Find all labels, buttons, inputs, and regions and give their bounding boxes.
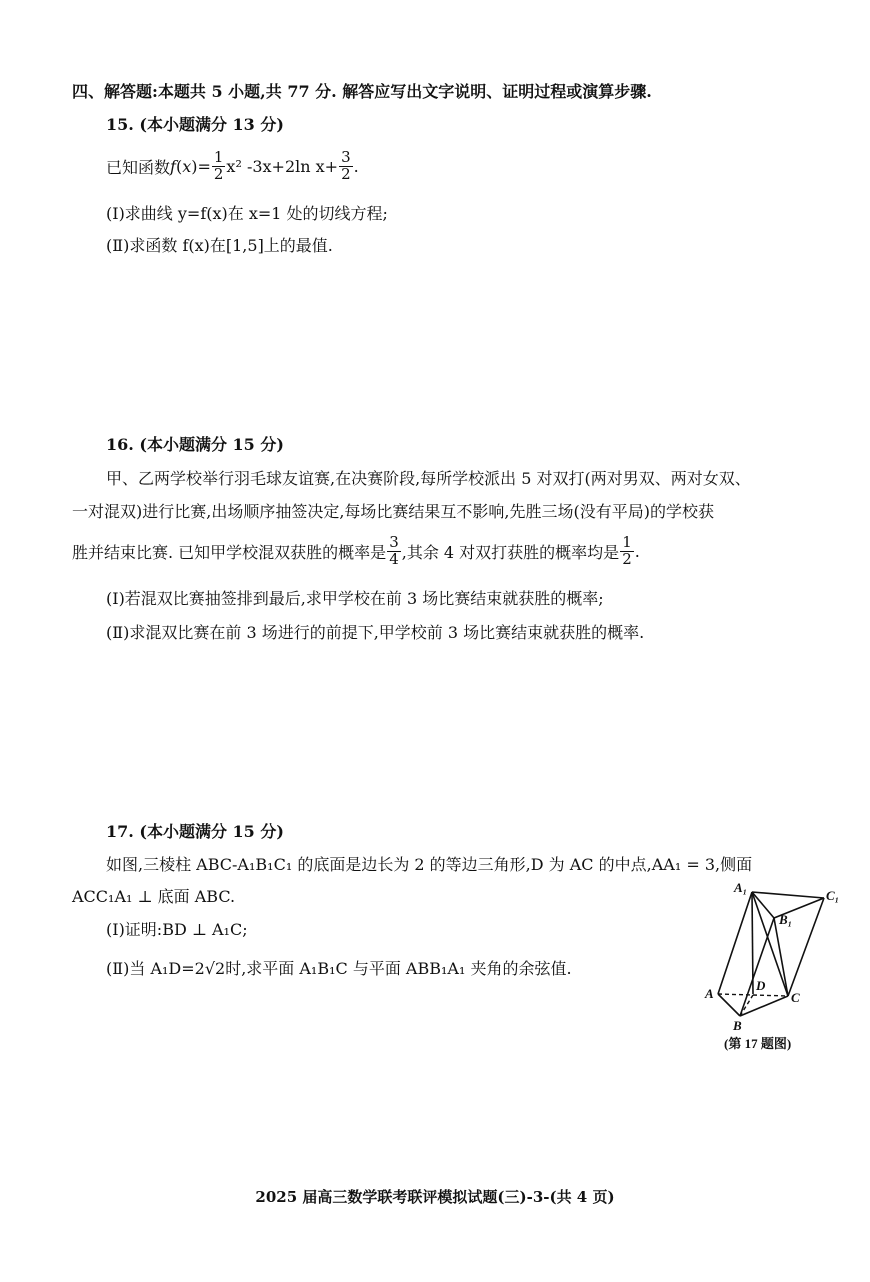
q15-fraction-half: $\frac{1}{2}$ (213, 147, 224, 183)
q15-intro-text: 已知函数 (106, 157, 171, 177)
q16-line3: 胜并结束比赛. 已知甲学校混双获胜的概率是 $\frac{3}{4}$ ,其余 4 对双打获胜的概率均是 $\frac{1}{2}$ . (72, 532, 640, 568)
q16-fraction-half: $\frac{1}{2}$ (622, 532, 632, 568)
q17-part2: (Ⅱ)当 A₁D=2√2时,求平面 A₁B₁C 与平面 ABB₁A₁ 夹角的余弦值. (106, 959, 572, 978)
q16-number: 16. (本小题满分 15 分) (106, 435, 284, 454)
edge-a1-c1 (752, 892, 824, 898)
edge-a1-b1 (752, 892, 774, 918)
q15-fraction-three-halves: $\frac{3}{2}$ (341, 147, 351, 183)
figure-caption: (第 17 题图) (724, 1036, 792, 1051)
segment-b1-c (774, 918, 788, 996)
q16-part2: (Ⅱ)求混双比赛在前 3 场进行的前提下,甲学校前 3 场比赛结束就获胜的概率. (106, 623, 645, 642)
q15-part2: (Ⅱ)求函数 f(x)在[1,5]上的最值. (106, 236, 333, 255)
label-b1: B₁ (779, 912, 793, 927)
edge-b-c (740, 996, 788, 1016)
q16-line2: 一对混双)进行比赛,出场顺序抽签决定,每场比赛结果互不影响,先胜三场(没有平局)的学校获 (72, 502, 714, 521)
q16-line3-text-a: 胜并结束比赛. 已知甲学校混双获胜的概率是 (72, 542, 387, 562)
label-c1: C₁ (826, 888, 840, 903)
label-a1: A₁ (734, 880, 748, 895)
q17-part1: (Ⅰ)证明:BD ⊥ A₁C; (106, 920, 248, 939)
q16-part1: (Ⅰ)若混双比赛抽签排到最后,求甲学校在前 3 场比赛结束就获胜的概率; (106, 589, 604, 608)
q16-fraction-three-quarters: $\frac{3}{4}$ (389, 532, 399, 568)
q17-number: 17. (本小题满分 15 分) (106, 822, 284, 841)
q16-line1: 甲、乙两学校举行羽毛球友谊赛,在决赛阶段,每所学校派出 5 对双打(两对男双、两对女双、 (106, 469, 751, 488)
q16-line3-text-b: ,其余 4 对双打获胜的概率均是 (401, 542, 620, 562)
segment-a1-d (752, 892, 753, 994)
q15-function-body: x² -3x+2ln x+ (226, 156, 339, 176)
edge-a-a1 (718, 892, 752, 994)
q15-part1: (Ⅰ)求曲线 y=f(x)在 x=1 处的切线方程; (106, 204, 388, 223)
section-heading: 四、解答题:本题共 5 小题,共 77 分. 解答应写出文字说明、证明过程或演算步骤. (72, 82, 652, 101)
q17-line1: 如图,三棱柱 ABC-A₁B₁C₁ 的底面是边长为 2 的等边三角形,D 为 AC 的中点,AA₁ = 3,侧面 (106, 855, 753, 874)
label-d: D (756, 978, 766, 993)
q15-function-name: f(x)= (170, 156, 211, 176)
label-a: A (705, 986, 714, 1001)
label-b: B (733, 1018, 742, 1033)
q17-line2: ACC₁A₁ ⊥ 底面 ABC. (72, 887, 236, 906)
prism-figure (700, 878, 850, 1058)
label-c: C (791, 990, 800, 1005)
edge-b-b1 (740, 918, 774, 1016)
edge-c-c1 (788, 898, 824, 996)
page-footer: 2025 届高三数学联考联评模拟试题(三)-3-(共 4 页) (255, 1188, 615, 1206)
q15-number: 15. (本小题满分 13 分) (106, 115, 284, 134)
q15-intro: 已知函数 f(x)= $\frac{1}{2}$ x² -3x+2ln x+ $\frac{3}{2}$ . (106, 147, 359, 183)
edge-a-b (718, 994, 740, 1016)
